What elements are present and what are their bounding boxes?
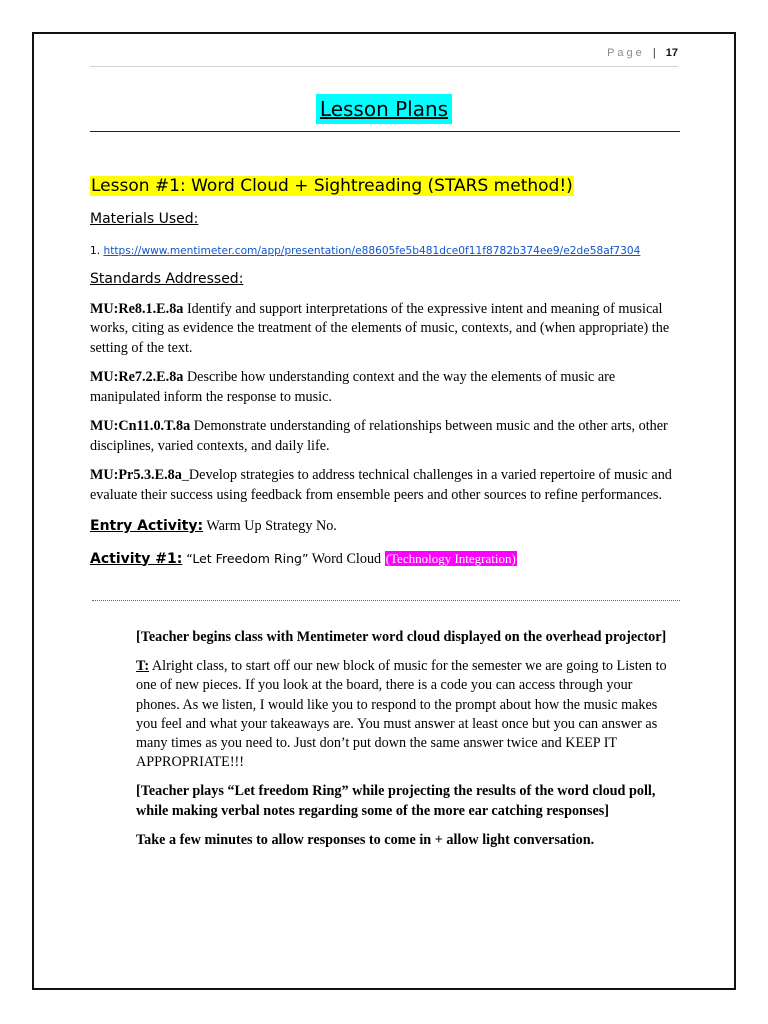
activity-1-song: “Let Freedom Ring” bbox=[182, 550, 309, 566]
materials-item-number: 1. bbox=[90, 244, 101, 257]
stage-direction-responses: Take a few minutes to allow responses to come in + allow light conversation. bbox=[136, 831, 595, 848]
standard-code: MU:Re7.2.E.8a bbox=[90, 369, 184, 385]
teacher-line bbox=[136, 657, 676, 772]
entry-activity-label: Entry Activity: bbox=[90, 518, 204, 534]
standard-item bbox=[90, 417, 680, 456]
standard-text: Demonstrate understanding of relationships between music and the other arts, other disciplines, varied contexts, and daily life. bbox=[90, 418, 668, 454]
mentimeter-link[interactable]: https://www.mentimeter.com/app/presentation/e88605fe5b481dce0f11f8782b374ee9/e2de58af7304 bbox=[103, 244, 641, 257]
materials-heading: Materials Used: bbox=[90, 211, 199, 227]
header-rule bbox=[90, 66, 678, 67]
title-rule bbox=[90, 131, 680, 132]
page-number-header bbox=[607, 47, 678, 59]
stage-direction-play: [Teacher plays “Let freedom Ring” while projecting the results of the word cloud poll, while making verbal notes regarding some of the more ear catching responses] bbox=[136, 783, 656, 819]
activity-1-label: Activity #1: bbox=[90, 550, 183, 567]
standard-item bbox=[90, 466, 680, 505]
technology-integration-tag: (Technology Integration) bbox=[385, 550, 516, 566]
lesson-heading: Lesson #1: Word Cloud + Sightreading (STARS method!) bbox=[91, 176, 573, 196]
standard-item bbox=[90, 300, 680, 359]
entry-activity bbox=[90, 517, 680, 537]
activity-1 bbox=[90, 549, 680, 570]
lesson-heading-line bbox=[90, 172, 680, 200]
materials-item bbox=[90, 242, 680, 262]
standards-heading: Standards Addressed: bbox=[90, 271, 244, 287]
standard-code: MU:Re8.1.E.8a bbox=[90, 300, 184, 317]
standard-code: MU:Pr5.3.E.8a bbox=[90, 467, 182, 483]
standard-code: MU:Cn11.0.T.8a bbox=[90, 418, 191, 434]
standard-text: Describe how understanding context and the way the elements of music are manipulated inform the response to music. bbox=[90, 369, 616, 405]
title-wrap bbox=[0, 94, 768, 124]
lesson-script bbox=[136, 628, 676, 860]
teacher-label: T: bbox=[136, 658, 150, 675]
page-word: Page bbox=[607, 47, 645, 59]
teacher-text: Alright class, to start off our new block of music for the semester we are going to Listen to one of new pieces. If you look at the board, there is a code you can access through your phones. As we listen, I would like you to respond to the prompt about how the music makes you feel and what your takeaways are. You must answer at least once but you can answer as many times as you need to. Just don’t put down the same answer twice and KEEP IT APPROPRIATE!!! bbox=[136, 658, 667, 771]
document-body bbox=[90, 172, 680, 569]
standard-text: _Develop strategies to address technical challenges in a varied repertoire of music and evaluate their success using feedback from ensemble peers and other sources to refine performances. bbox=[90, 467, 672, 503]
page-title: Lesson Plans bbox=[316, 94, 452, 124]
stage-direction-intro: [Teacher begins class with Mentimeter word cloud displayed on the overhead projector] bbox=[136, 629, 667, 645]
activity-1-text: Word Cloud bbox=[308, 550, 385, 567]
page-separator: | bbox=[652, 47, 656, 59]
standard-item bbox=[90, 368, 680, 407]
page-number: 17 bbox=[665, 47, 678, 59]
standard-text: Identify and support interpretations of the expressive intent and meaning of musical works, citing as evidence the treatment of the elements of music, contexts, and (when appropriate) the setting of the text. bbox=[90, 300, 670, 356]
dotted-divider bbox=[92, 600, 680, 603]
entry-activity-text: Warm Up Strategy No. bbox=[203, 518, 337, 534]
